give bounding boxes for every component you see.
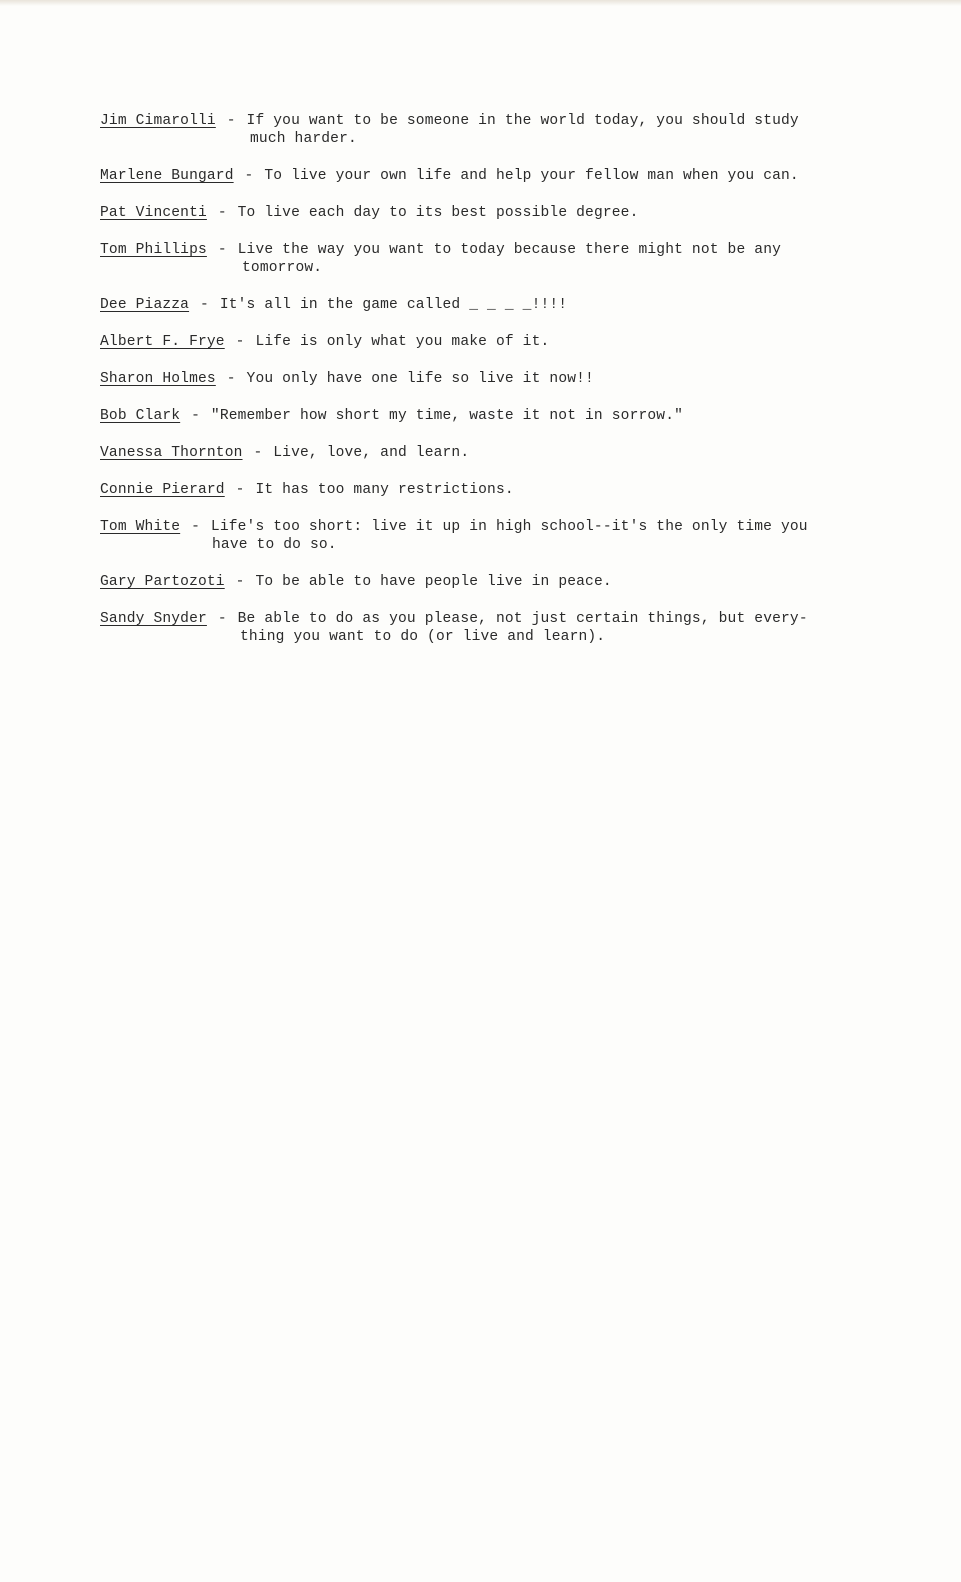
separator-dash: - <box>235 168 263 184</box>
quote-first-line <box>100 241 850 259</box>
separator-dash: - <box>217 113 245 129</box>
quote-entry <box>100 481 850 499</box>
quote-first-line <box>100 610 850 628</box>
person-name: Gary Partozoti <box>100 574 225 590</box>
quote-text: Life's too short: live it up in high school--it's the only time you <box>210 519 808 535</box>
quote-entry <box>100 407 850 425</box>
quote-first-line <box>100 481 850 499</box>
quote-entry <box>100 370 850 388</box>
separator-dash: - <box>182 408 209 424</box>
separator-dash: - <box>226 574 254 590</box>
quote-entry <box>100 167 850 185</box>
quote-first-line <box>100 296 850 314</box>
quote-first-line <box>100 573 850 591</box>
quote-continuation: much harder. <box>250 131 357 147</box>
quote-continuation: thing you want to do (or live and learn). <box>240 629 606 645</box>
quote-text: To live each day to its best possible degree. <box>237 205 639 221</box>
person-name: Marlene Bungard <box>100 168 234 184</box>
separator-dash: - <box>191 297 218 313</box>
quote-entry <box>100 610 850 646</box>
separator-dash: - <box>226 482 254 498</box>
person-name: Sandy Snyder <box>100 611 207 627</box>
quote-entry <box>100 333 850 351</box>
separator-dash: - <box>208 242 236 258</box>
quote-first-line <box>100 204 850 222</box>
quote-entry <box>100 112 850 148</box>
person-name: Tom White <box>100 519 181 535</box>
quote-text: To be able to have people live in peace. <box>255 574 612 590</box>
quote-entry <box>100 241 850 277</box>
separator-dash: - <box>226 334 254 350</box>
quote-text: Live the way you want to today because there might not be any <box>237 242 782 258</box>
person-name: Vanessa Thornton <box>100 445 243 461</box>
quote-entry <box>100 204 850 222</box>
quote-first-line <box>100 518 850 536</box>
paper-edge <box>0 0 961 6</box>
quote-text: "Remember how short my time, waste it not in sorrow." <box>210 408 684 424</box>
quote-first-line <box>100 167 850 185</box>
quote-first-line <box>100 370 850 388</box>
separator-dash: - <box>182 519 209 535</box>
person-name: Connie Pierard <box>100 482 225 498</box>
quote-first-line <box>100 444 850 462</box>
separator-dash: - <box>208 205 236 221</box>
quote-entry <box>100 296 850 314</box>
separator-dash: - <box>217 371 245 387</box>
quote-first-line <box>100 112 850 130</box>
quote-entry <box>100 444 850 462</box>
person-name: Tom Phillips <box>100 242 207 258</box>
quote-continuation: tomorrow. <box>242 260 323 276</box>
quote-text: Life is only what you make of it. <box>255 334 550 350</box>
person-name: Jim Cimarolli <box>100 113 216 129</box>
quote-text: If you want to be someone in the world today, you should study <box>246 113 799 129</box>
quote-list <box>100 112 850 665</box>
quote-text: It has too many restrictions. <box>255 482 514 498</box>
person-name: Bob Clark <box>100 408 181 424</box>
quote-continuation: have to do so. <box>212 537 337 553</box>
person-name: Sharon Holmes <box>100 371 216 387</box>
quote-text: Live, love, and learn. <box>273 445 470 461</box>
quote-first-line <box>100 333 850 351</box>
person-name: Dee Piazza <box>100 297 190 313</box>
quote-text: You only have one life so live it now!! <box>246 371 594 387</box>
separator-dash: - <box>208 611 236 627</box>
separator-dash: - <box>244 445 272 461</box>
quote-entry <box>100 573 850 591</box>
quote-entry <box>100 518 850 554</box>
person-name: Pat Vincenti <box>100 205 207 221</box>
quote-first-line <box>100 407 850 425</box>
quote-text: It's all in the game called _ _ _ _!!!! <box>219 297 568 313</box>
quote-text: Be able to do as you please, not just certain things, but every- <box>237 611 808 627</box>
person-name: Albert F. Frye <box>100 334 225 350</box>
quote-text: To live your own life and help your fellow man when you can. <box>264 168 799 184</box>
